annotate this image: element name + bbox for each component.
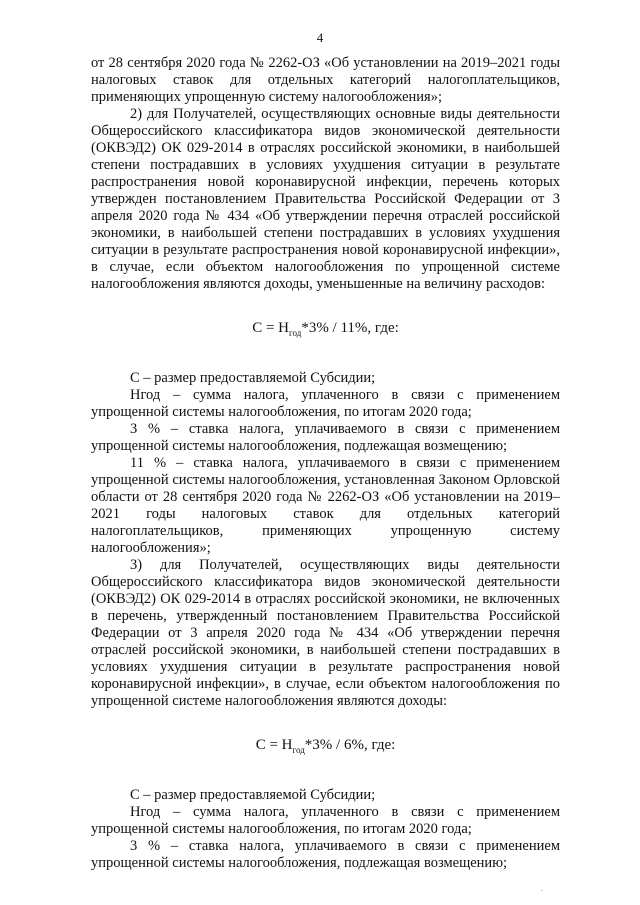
scan-mark: . — [541, 884, 543, 893]
page-number: 4 — [316, 30, 324, 45]
formula-left: С = Н — [255, 737, 293, 753]
paragraph: 3) для Получателей, осуществляющих виды деятельности Общероссийского классификатора видов экономической деятельности (ОКВЭД2) ОК 029-2014 в отраслях российской экономики, не включенных в перечень, утвержденный постановлением Правительства Российской Федерации от 3 апреля 2020 года № 434 «Об утверждении перечня отраслей российской экономики, в наибольшей степени пострадавших в условиях ухудшения ситуации в результате распространения новой коронавирусной инфекции», в случае, если объектом налогообложения по упрощенной системе налогообложения являются доходы: — [91, 557, 560, 709]
paragraph: 2) для Получателей, осуществляющих основные виды деятельности Общероссийского классификатора видов экономической деятельности (ОКВЭД2) ОК 029-2014 в отраслях российской экономики, в наибольшей степени пострадавших в условиях ухудшения ситуации в результате распространения новой коронавирусной инфекции, перечень которых утвержден постановлением Правительства Российской Федерации от 3 апреля 2020 года № 434 «Об утверждении перечня отраслей российской экономики, в наибольшей степени пострадавших в условиях ухудшения ситуации в результате распространения новой коронавирусной инфекции», в случае, если объектом налогообложения по упрощенной системе налогообложения являются доходы, уменьшенные на величину расходов: — [91, 106, 560, 292]
formula-subscript: год — [289, 328, 302, 338]
formula-left: С = Н — [252, 320, 290, 336]
formula-right: *3% / 6%, где: — [304, 737, 396, 753]
paragraph: 3 % – ставка налога, уплачиваемого в связи с применением упрощенной системы налогообложения, подлежащая возмещению; — [91, 421, 560, 454]
document-body — [91, 55, 560, 872]
formula-subsidy-6 — [91, 736, 560, 759]
formula-subscript: год — [292, 745, 305, 755]
paragraph: 11 % – ставка налога, уплачиваемого в связи с применением упрощенной системы налогообложения, установленная Законом Орловской области от 28 сентября 2020 года № 2262-ОЗ «Об установлении на 2019–2021 годы налоговых ставок для отдельных категорий налогоплательщиков, применяющих упрощенную систему налогообложения»; — [91, 455, 560, 556]
paragraph: С – размер предоставляемой Субсидии; — [130, 787, 376, 803]
paragraph: Нгод – сумма налога, уплаченного в связи с применением упрощенной системы налогообложения, по итогам 2020 года; — [91, 804, 560, 837]
paragraph: Нгод – сумма налога, уплаченного в связи с применением упрощенной системы налогообложения, по итогам 2020 года; — [91, 387, 560, 420]
formula-subsidy-11 — [91, 319, 560, 342]
paragraph: С – размер предоставляемой Субсидии; — [130, 370, 376, 386]
formula-right: *3% / 11%, где: — [301, 320, 399, 336]
paragraph: от 28 сентября 2020 года № 2262-ОЗ «Об установлении на 2019–2021 годы налоговых ставок для отдельных категорий налогоплательщиков, применяющих упрощенную систему налогообложения»; — [91, 55, 560, 105]
paragraph: 3 % – ставка налога, уплачиваемого в связи с применением упрощенной системы налогообложения, подлежащая возмещению; — [91, 838, 560, 871]
